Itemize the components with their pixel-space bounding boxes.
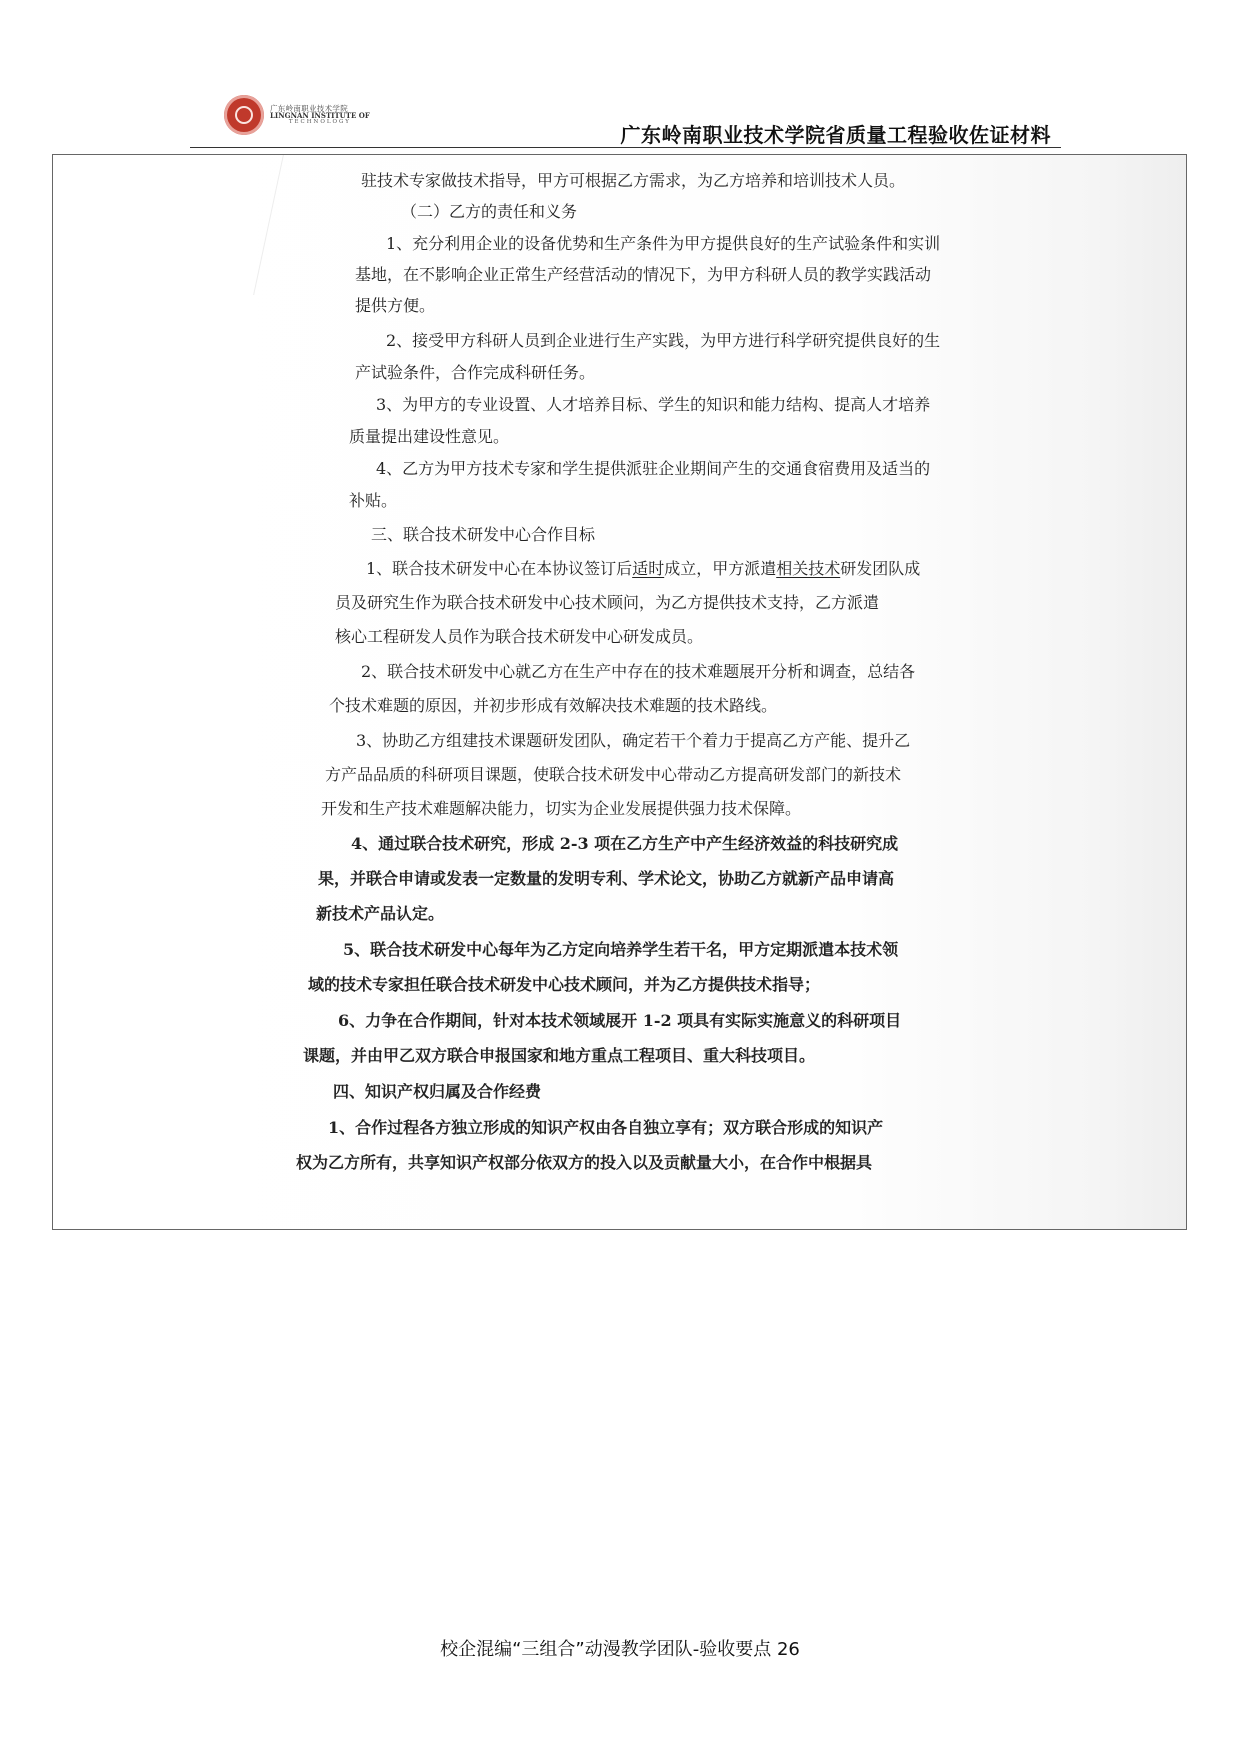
header-title: 广东岭南职业技术学院省质量工程验收佐证材料 [620,123,1051,147]
scan-line: 2、联合技术研发中心就乙方在生产中存在的技术难题展开分析和调查，总结各 [361,662,916,681]
scan-line: 域的技术专家担任联合技术研发中心技术顾问，并为乙方提供技术指导； [308,975,821,994]
scan-line: 开发和生产技术难题解决能力，切实为企业发展提供强力技术保障。 [321,799,802,818]
scan-line: 2、接受甲方科研人员到企业进行生产实践，为甲方进行科学研究提供良好的生 [386,331,941,350]
section-heading: （二）乙方的责任和义务 [401,202,578,221]
scan-line: 员及研究生作为联合技术研发中心技术顾问，为乙方提供技术支持，乙方派遣 [335,593,880,612]
logo-name-cn: 广东岭南职业技术学院 [270,103,348,113]
scan-line: 4、通过联合技术研究，形成 2-3 项在乙方生产中产生经济效益的科技研究成 [351,834,899,853]
scan-line: 5、联合技术研发中心每年为乙方定向培养学生若干名，甲方定期派遣本技术领 [343,940,899,959]
scan-line: 驻技术专家做技术指导，甲方可根据乙方需求，为乙方培养和培训技术人员。 [361,171,906,190]
school-logo [224,95,370,135]
section-heading: 三、联合技术研发中心合作目标 [371,525,596,544]
scan-line: 1、充分利用企业的设备优势和生产条件为甲方提供良好的生产试验条件和实训 [386,234,941,253]
scan-line: 1、合作过程各方独立形成的知识产权由各自独立享有；双方联合形成的知识产 [328,1118,884,1137]
scan-line: 基地，在不影响企业正常生产经营活动的情况下，为甲方科研人员的教学实践活动 [355,265,932,284]
scan-line: 产试验条件，合作完成科研任务。 [355,363,596,382]
header-divider [190,147,1061,148]
scan-line: 个技术难题的原因，并初步形成有效解决技术难题的技术路线。 [329,696,778,715]
scan-line: 补贴。 [349,491,398,510]
scan-line: 4、乙方为甲方技术专家和学生提供派驻企业期间产生的交通食宿费用及适当的 [376,459,931,478]
logo-name-en-2: TECHNOLOGY [288,118,351,125]
page-footer: 校企混编“三组合”动漫教学团队-验收要点 26 [440,1639,800,1660]
scan-line: 权为乙方所有，共享知识产权部分依双方的投入以及贡献量大小，在合作中根据具 [296,1153,873,1172]
school-seal-icon [224,95,264,135]
scan-line: 质量提出建设性意见。 [349,427,510,446]
section-heading: 四、知识产权归属及合作经费 [333,1082,542,1101]
logo-name-en: LINGNAN INSTITUTE OF [270,111,370,121]
scan-line: 方产品品质的科研项目课题，使联合技术研发中心带动乙方提高研发部门的新技术 [325,765,902,784]
scan-line: 提供方便。 [355,296,436,315]
scan-line: 课题，并由甲乙双方联合申报国家和地方重点工程项目、重大科技项目。 [303,1046,816,1065]
scan-line: 核心工程研发人员作为联合技术研发中心研发成员。 [335,627,704,646]
scan-line: 新技术产品认定。 [316,904,445,923]
scan-line: 果，并联合申请或发表一定数量的发明专利、学术论文，协助乙方就新产品申请高 [318,869,895,888]
scan-line: 3、为甲方的专业设置、人才培养目标、学生的知识和能力结构、提高人才培养 [376,395,931,414]
scan-line: 3、协助乙方组建技术课题研发团队，确定若干个着力于提高乙方产能、提升乙 [356,731,911,750]
scan-line: 1、联合技术研发中心在本协议签订后适时成立，甲方派遣相关技术研发团队成 [366,559,921,578]
scan-line: 6、力争在合作期间，针对本技术领域展开 1-2 项具有实际实施意义的科研项目 [338,1011,902,1030]
scanned-page-frame [52,154,1187,1230]
scanned-page [53,155,1186,1229]
